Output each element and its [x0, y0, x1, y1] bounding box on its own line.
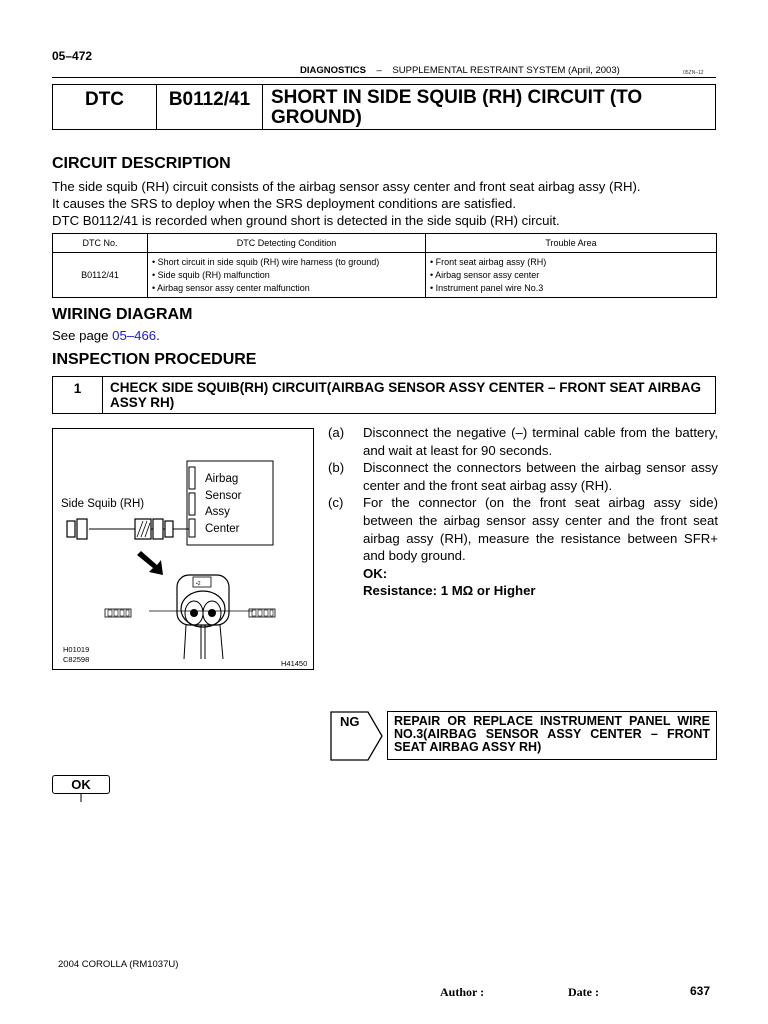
connector-diagram [52, 428, 314, 670]
table-header-cell: DTC Detecting Condition [148, 234, 426, 253]
dtc-label: DTC [53, 85, 157, 129]
step-number: 1 [53, 377, 103, 413]
condition-item: • Airbag sensor assy center malfunction [152, 282, 310, 293]
ng-label: NG [340, 714, 360, 729]
step-instructions [328, 424, 718, 600]
header-ref-code: 05ZN–12 [683, 70, 704, 76]
page-number: 637 [690, 984, 711, 998]
connector-illustration [53, 429, 315, 671]
figure-code: C82598 [63, 655, 90, 664]
page-code: 05–472 [52, 49, 93, 63]
table-cell-code: B0112/41 [53, 253, 148, 298]
result-ok: OK: Resistance: 1 MΩ or Higher [328, 565, 718, 600]
ng-action-box: REPAIR OR REPLACE INSTRUMENT PANEL WIRE NO.3(AIRBAG SENSOR ASSY CENTER – FRONT SEAT AIRBAG ASSY RH) [387, 711, 717, 760]
wiring-diagram-ref: See page 05–466. [52, 328, 160, 343]
ohmmeter-icon-right [249, 609, 275, 617]
step-title: CHECK SIDE SQUIB(RH) CIRCUIT(AIRBAG SENSOR ASSY CENTER – FRONT SEAT AIRBAG ASSY RH) [110, 380, 702, 410]
table-cell-trouble-areas [426, 253, 717, 298]
page-link[interactable]: 05–466 [112, 328, 157, 343]
footer-model: 2004 COROLLA (RM1037U) [58, 959, 179, 970]
condition-item: • Short circuit in side squib (RH) wire harness (to ground) [152, 256, 380, 267]
description-line: It causes the SRS to deploy when the SRS deployment conditions are satisfied. [52, 196, 517, 211]
circuit-description-heading: CIRCUIT DESCRIPTION [52, 155, 231, 172]
step-item: (b) Disconnect the connectors between the airbag sensor assy center and the front seat airbag assy (RH). [328, 460, 718, 493]
side-squib-label: Side Squib (RH) [61, 498, 145, 510]
header-title: SUPPLEMENTAL RESTRAINT SYSTEM (April, 2003) [392, 65, 620, 76]
dtc-title-box [52, 84, 716, 130]
running-header [300, 65, 620, 76]
ok-arrow-icon [52, 794, 110, 802]
figure-code: H01019 [63, 645, 90, 654]
header-dash: – [376, 65, 382, 76]
description-line: The side squib (RH) circuit consists of the airbag sensor assy center and front seat airbag assy (RH). [52, 179, 641, 194]
footer-author: Author : [440, 985, 485, 999]
table-header-cell: DTC No. [53, 234, 148, 253]
footer-date: Date : [568, 985, 599, 999]
ok-button[interactable]: OK [52, 775, 110, 794]
ohmmeter-icon-left [105, 609, 131, 617]
table-header-row [53, 234, 717, 253]
trouble-area-item: • Front seat airbag assy (RH) [430, 256, 547, 267]
table-row [53, 253, 717, 298]
dtc-code: B0112/41 [157, 85, 263, 129]
header-rule [52, 77, 716, 78]
trouble-area-item: • Instrument panel wire No.3 [430, 282, 544, 293]
circuit-description-body [52, 178, 641, 229]
wiring-diagram-heading: WIRING DIAGRAM [52, 306, 193, 323]
description-line: DTC B0112/41 is recorded when ground short is detected in the side squib (RH) circuit. [52, 213, 560, 228]
header-section: DIAGNOSTICS [300, 65, 366, 76]
svg-text:•2: •2 [196, 581, 201, 587]
resistance-spec: Resistance: 1 MΩ or Higher [363, 583, 536, 599]
trouble-area-item: • Airbag sensor assy center [430, 269, 540, 280]
table-header-cell: Trouble Area [426, 234, 717, 253]
step-item: (a) Disconnect the negative (–) terminal cable from the battery, and wait at least for 90 seconds. [328, 425, 718, 458]
dtc-table [52, 233, 717, 298]
step-box [52, 376, 716, 414]
dtc-title: SHORT IN SIDE SQUIB (RH) CIRCUIT (TO GROUND) [271, 87, 643, 128]
airbag-sensor-label: Airbag Sensor Assy Center [205, 473, 242, 535]
inspection-procedure-heading: INSPECTION PROCEDURE [52, 351, 257, 368]
arrow-icon [137, 551, 163, 575]
condition-item: • Side squib (RH) malfunction [152, 269, 270, 280]
step-item: (c) For the connector (on the front seat airbag assy side) between the airbag sensor assy center and the front seat airbag assy (RH), measure the resistance between SFR+ and body ground. [328, 495, 718, 564]
table-cell-conditions [148, 253, 426, 298]
figure-code: H41450 [281, 659, 308, 668]
